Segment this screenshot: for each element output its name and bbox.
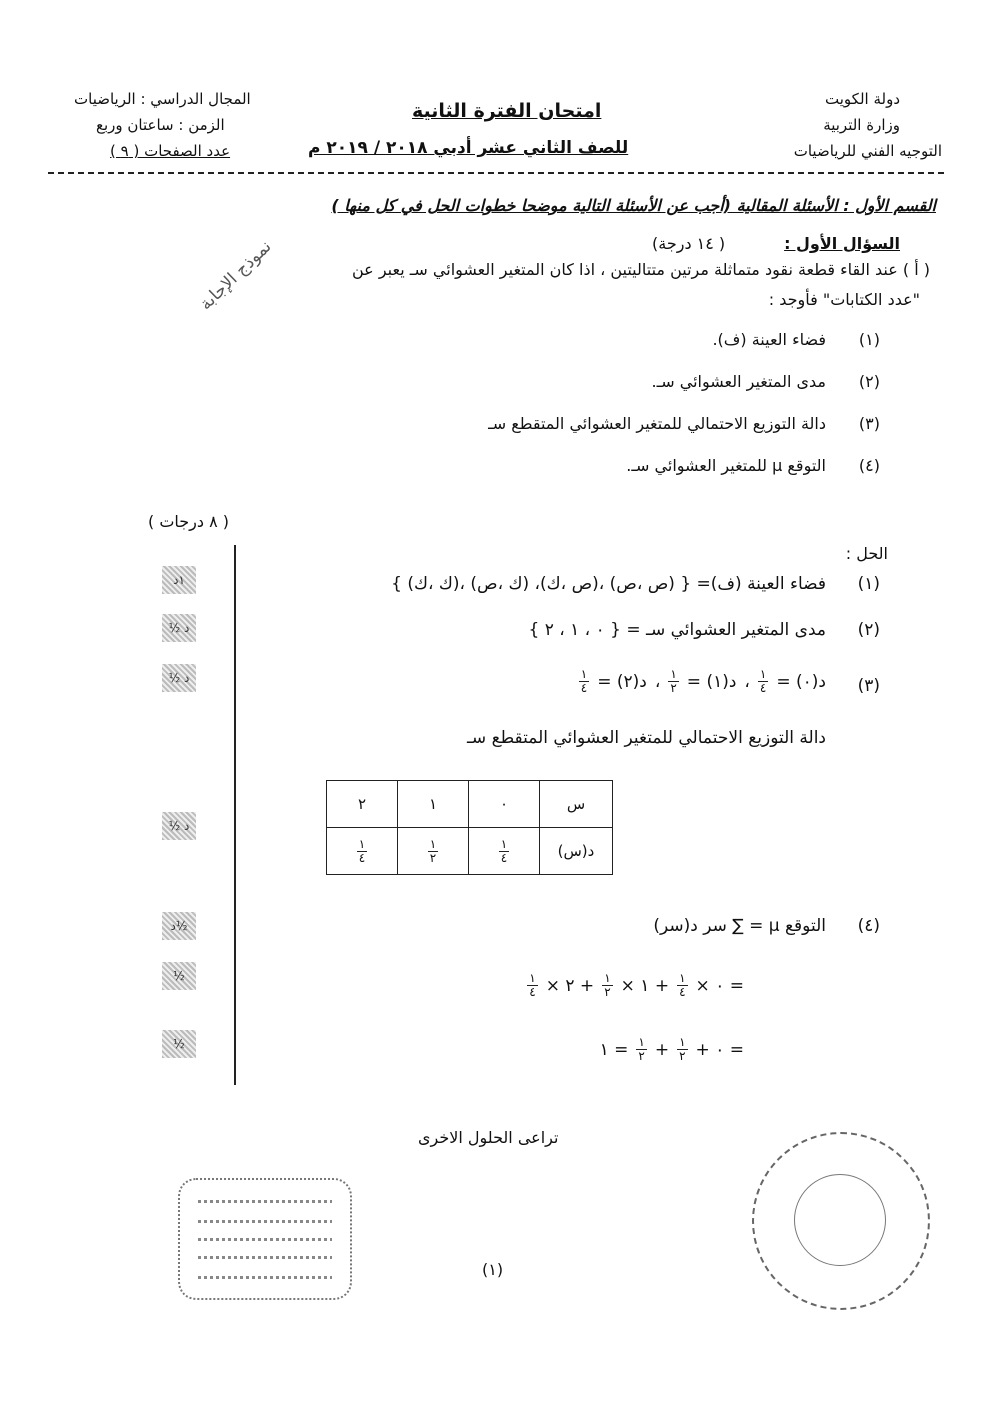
half-fraction: $\frac{١}{٢}$ [679, 1035, 686, 1063]
half-fraction: $\frac{١}{٢}$ [638, 1035, 645, 1063]
grade-mark: ½ د [162, 664, 196, 692]
question-item-3-num: (٣) [858, 414, 880, 433]
p2-fraction: $\frac{١}{٤}$ [580, 667, 588, 695]
term: + ٢ × [545, 975, 595, 996]
solution-2: مدى المتغير العشوائي سـ = { ٠ ، ١ ، ٢ } [528, 620, 826, 640]
question-item-4: التوقع μ للمتغير العشوائي سـ. [626, 456, 826, 475]
exam-subtitle: للصف الثاني عشر أدبي ٢٠١٨ / ٢٠١٩ م [308, 138, 629, 158]
header-department: التوجيه الفني للرياضيات [793, 142, 942, 160]
header-subject: المجال الدراسي : الرياضيات [74, 90, 251, 108]
separator: ، [744, 671, 750, 692]
footer-note: تراعى الحلول الاخرى [418, 1128, 559, 1147]
table-row [327, 828, 613, 875]
quarter-fraction: $\frac{١}{٤}$ [679, 971, 686, 999]
expectation-line-2 [527, 972, 744, 999]
solution-label: الحل : [845, 544, 888, 563]
question-label: السؤال الأول : [784, 234, 900, 253]
distribution-table [326, 780, 613, 875]
grade-mark: ½ [162, 1030, 196, 1058]
grade-mark: د½ [162, 912, 196, 940]
p1-fraction: $\frac{١}{٢}$ [670, 667, 677, 695]
question-item-2: مدى المتغير العشوائي سـ. [651, 372, 826, 391]
p0-fraction: $\frac{١}{٤}$ [759, 667, 767, 695]
solution-1-num: (١) [857, 574, 880, 594]
term: = ٠ × [695, 975, 744, 996]
header-country: دولة الكويت [825, 90, 900, 108]
solution-4: التوقع μ = ∑ سر د(سر) [653, 916, 826, 936]
question-item-1: فضاء العينة (ف). [712, 330, 826, 349]
question-points: ( ١٤ درجة) [652, 234, 726, 253]
term: = ٠ + [695, 1039, 744, 1060]
grade-mark: ½ د [162, 812, 196, 840]
page-number: (١) [482, 1260, 504, 1279]
table-cell: ٢ [327, 781, 398, 828]
question-item-1-num: (١) [858, 330, 880, 349]
table-cell: ٠ [469, 781, 540, 828]
part-a-line2: "عدد الكتابات" فأوجد : [768, 290, 920, 309]
quarter-fraction: $\frac{١}{٤}$ [529, 971, 536, 999]
solution-2-num: (٢) [857, 620, 880, 640]
p1-label: د(١) = [686, 671, 737, 692]
term: + [654, 1039, 670, 1060]
grade-mark: ½ د [162, 614, 196, 642]
term: = ١ [599, 1039, 629, 1060]
table-header-p: د(س) [540, 828, 613, 875]
solution-3-num: (٣) [857, 676, 880, 696]
question-item-4-num: (٤) [858, 456, 880, 475]
p0-label: د(٠) = [776, 671, 826, 692]
p2-label: د(٢) = [597, 671, 647, 692]
table-cell: $\frac{١}{٤}$ [469, 828, 540, 875]
solution-3-caption: دالة التوزيع الاحتمالي للمتغير العشوائي المتقطع سـ [466, 728, 826, 748]
separator: ، [654, 671, 661, 692]
table-cell: $\frac{١}{٢}$ [398, 828, 469, 875]
solution-4-num: (٤) [857, 916, 880, 936]
header-divider [48, 172, 944, 174]
header-pages: عدد الصفحات ( ٩ ) [110, 142, 231, 160]
expectation-line-3 [600, 1036, 744, 1063]
exam-title: امتحان الفترة الثانية [412, 100, 602, 122]
solution-3-values [579, 668, 826, 695]
grade-mark: ١د [162, 566, 196, 594]
margin-line [234, 545, 236, 1085]
header-time: الزمن : ساعتان وربع [96, 116, 225, 134]
table-row [327, 781, 613, 828]
term: + ١ × [620, 975, 670, 996]
grade-mark: ½ [162, 962, 196, 990]
half-fraction: $\frac{١}{٢}$ [604, 971, 611, 999]
solution-1: فضاء العينة (ف)= { (ص ،ص) ،(ص ،ك)، (ك ،ص) ،(ك ،ك) } [391, 574, 826, 594]
question-item-3: دالة التوزيع الاحتمالي للمتغير العشوائي المتقطع سـ [488, 414, 826, 433]
answer-model-stamp: نموذج الإجابة [196, 236, 276, 315]
round-stamp-right [752, 1132, 930, 1310]
part-a-line1: ( أ ) عند القاء قطعة نقود متماثلة مرتين متتاليتين ، اذا كان المتغير العشوائي سـ يعبر عن [352, 260, 930, 279]
table-cell: ١ [398, 781, 469, 828]
table-cell: $\frac{١}{٤}$ [327, 828, 398, 875]
header-ministry: وزارة التربية [823, 116, 900, 134]
question-item-2-num: (٢) [858, 372, 880, 391]
solution-points: ( ٨ درجات ) [148, 512, 230, 531]
ministry-stamp-left [178, 1178, 352, 1300]
table-header-x: س [540, 781, 613, 828]
section-title: القسم الأول : الأسئلة المقالية (أجب عن الأسئلة التالية موضحا خطوات الحل في كل منها ) [331, 196, 936, 215]
